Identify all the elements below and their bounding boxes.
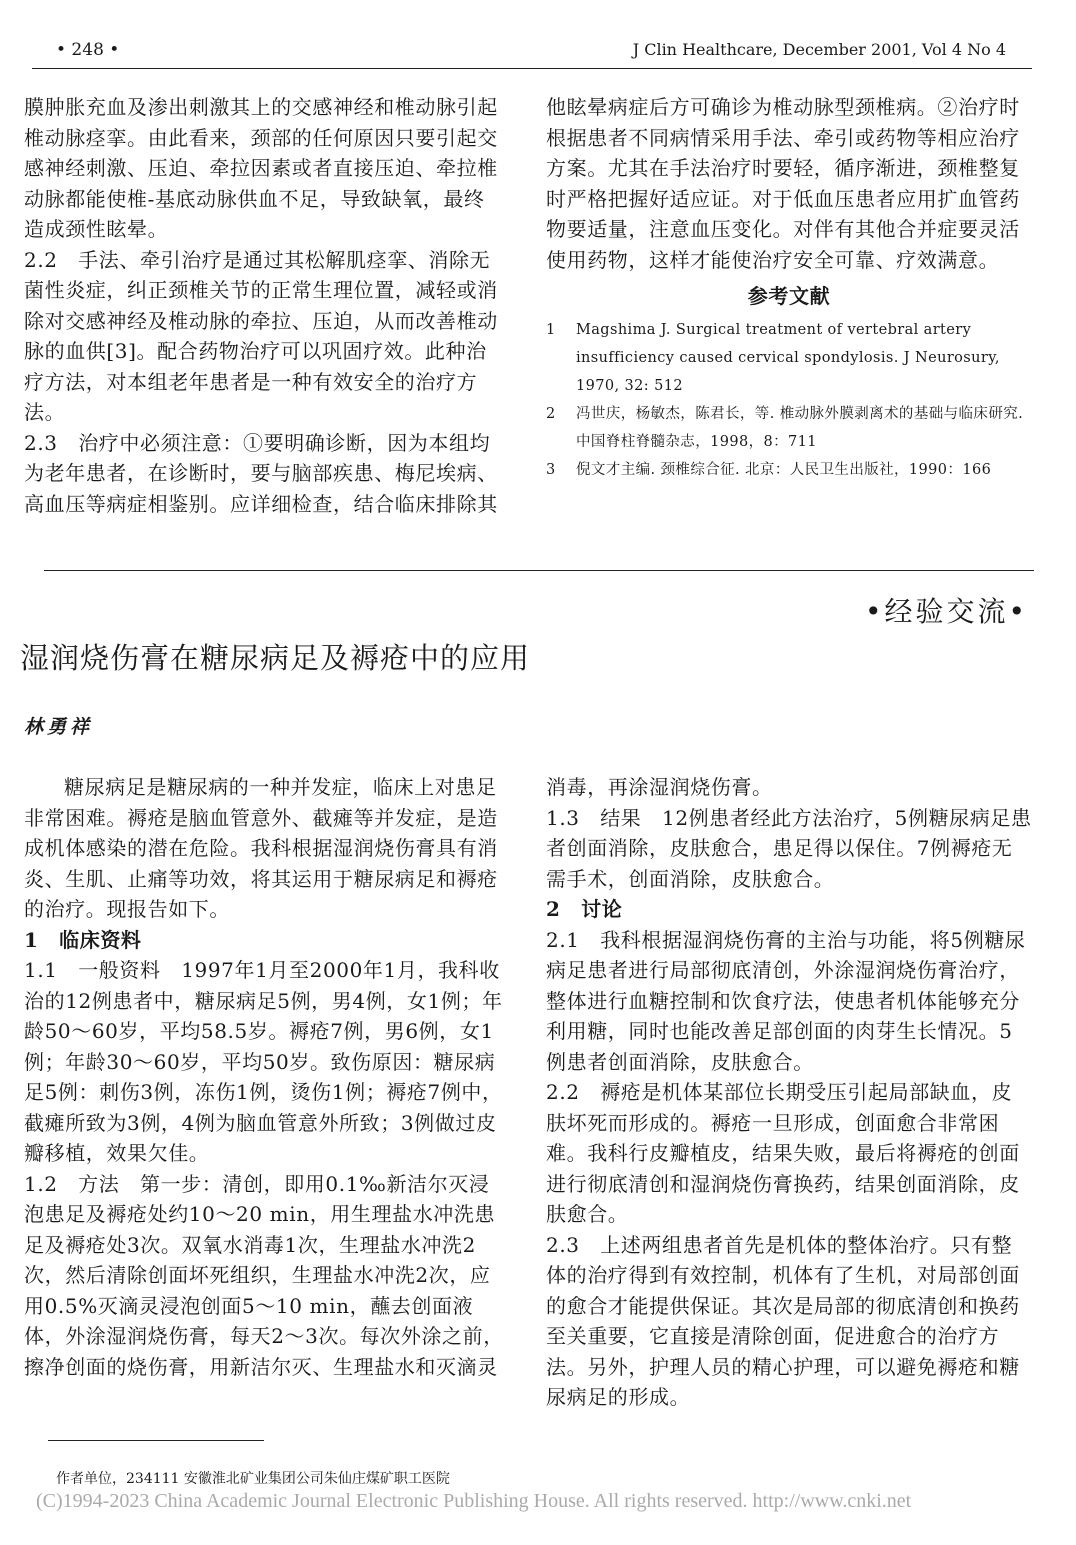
article-paragraph: 糖尿病足是糖尿病的一种并发症，临床上对患足非常困难。褥疮是脑血管意外、截瘫等并发症，是造成机体感染的潜在危险。我科根据湿润烧伤膏具有消炎、生肌、止痛等功效，将其运用于糖尿病足和褥疮的治疗。现报告如下。 [24, 775, 498, 921]
article-paragraph: 2.3 上述两组患者首先是机体的整体治疗。只有整体的治疗得到有效控制，机体有了生机，对局部创面的愈合才能提供保证。其次是局部的彻底清创和换药至关重要，它直接是清除创面，促进愈合的治疗方法。另外，护理人员的精心护理，可以避免褥疮和糖尿病足的形成。 [546, 1232, 1020, 1409]
reference-item [546, 456, 1032, 484]
article-left-column [24, 772, 504, 1382]
section-tag: •经验交流• [864, 595, 1028, 628]
reference-number: 2 [546, 405, 556, 422]
article-paragraph: 2.1 我科根据湿润烧伤膏的主治与功能，将5例糖尿病足患者进行局部彻底清创，外涂湿润烧伤膏治疗，整体进行血糖控制和饮食疗法，使患者机体能够充分利用糖，同时也能改善足部创面的肉芽生长情况。5例患者创面消除，皮肤愈合。 [546, 927, 1026, 1074]
references-heading: 参考文献 [747, 284, 831, 308]
reference-text: Magshima J. Surgical treatment of vertebral artery insufficiency caused cervical spondylosis. J Neurosury, 1970, 32: 512 [576, 321, 1000, 394]
prev-article-paragraph: 2.2 手法、牵引治疗是通过其松解肌痉挛、消除无菌性炎症，纠正颈椎关节的正常生理位置，减轻或消除对交感神经及椎动脉的牵拉、压迫，从而改善椎动脉的血供[3]。配合药物治疗可以巩固疗效。此种治疗方法，对本组老年患者是一种有效安全的治疗方法。 [24, 247, 498, 424]
article-paragraph: 1.2 方法 第一步：清创，即用0.1‰新洁尔灭浸泡患足及褥疮处约10～20 min，用生理盐水冲洗患足及褥疮处3次。双氧水消毒1次，生理盐水冲洗2次，然后清除创面坏死组织，生理盐水冲洗2次，应用0.5%灭滴灵浸泡创面5～10 min，蘸去创面液体，外涂湿润烧伤膏，每天2～3次。每次外涂之前，擦净创面的烧伤膏，用新洁尔灭、生理盐水和灭滴灵 [24, 1171, 504, 1379]
reference-number: 3 [546, 461, 556, 478]
article-paragraph: 1.1 一般资料 1997年1月至2000年1月，我科收治的12例患者中，糖尿病足5例，男4例，女1例；年龄50～60岁，平均58.5岁。褥疮7例，男6例，女1例；年龄30～60岁，平均50岁。致伤原因：糖尿病足5例：刺伤3例，冻伤1例，烫伤1例；褥疮7例中，截瘫所致为3例，4例为脑血管意外所致；3例做过皮瓣移植，效果欠佳。 [24, 958, 503, 1165]
prev-article-right-text: 他眩晕病症后方可确诊为椎动脉型颈椎病。②治疗时根据患者不同病情采用手法、牵引或药物等相应治疗方案。尤其在手法治疗时要轻，循序渐进，颈椎整复时严格把握好适应证。对于低血压患者应用扩血管药物要适量，注意血压变化。对伴有其他合并症要灵活使用药物，这样才能使治疗安全可靠、疗效满意。 [546, 95, 1020, 272]
article-right-column [546, 772, 1032, 1413]
header-rule [32, 68, 1032, 69]
article-paragraph: 1 临床资料 [24, 927, 142, 952]
author-affiliation: 作者单位，234111 安徽淮北矿业集团公司朱仙庄煤矿职工医院 [56, 1471, 450, 1487]
article-title: 湿润烧伤膏在糖尿病足及褥疮中的应用 [20, 641, 531, 675]
page-number: • 248 • [56, 40, 120, 60]
prev-article-left-column [24, 92, 504, 519]
reference-item [546, 316, 1032, 400]
article-paragraph: 消毒，再涂湿润烧伤膏。 [546, 775, 773, 799]
article-author: 林勇祥 [24, 716, 94, 738]
copyright-watermark: (C)1994-2023 China Academic Journal Electronic Publishing House. All rights reserved. http://www.cnki.net [36, 1490, 912, 1512]
reference-text: 倪文才主编. 颈椎综合征. 北京：人民卫生出版社，1990：166 [576, 461, 992, 478]
reference-number: 1 [546, 321, 556, 338]
prev-article-paragraph: 2.3 治疗中必须注意：①要明确诊断，因为本组均为老年患者，在诊断时，要与脑部疾患、梅尼埃病、高血压等病症相鉴别。应详细检查，结合临床排除其 [24, 430, 498, 516]
reference-item [546, 400, 1032, 456]
article-paragraph: 2 讨论 [546, 897, 623, 921]
footnote-rule [48, 1440, 264, 1441]
journal-citation: J Clin Healthcare, December 2001, Vol 4 No 4 [632, 40, 1006, 59]
article-separator-rule [44, 570, 1034, 571]
article-paragraph: 2.2 褥疮是机体某部位长期受压引起局部缺血，皮肤坏死而形成的。褥疮一旦形成，创面愈合非常困难。我科行皮瓣植皮，结果失败，最后将褥疮的创面进行彻底清创和湿润烧伤膏换药，结果创面消除，皮肤愈合。 [546, 1080, 1020, 1226]
reference-text: 冯世庆，杨敏杰，陈君长，等. 椎动脉外膜剥离术的基础与临床研究. 中国脊柱脊髓杂志，1998，8：711 [576, 405, 1024, 450]
article-paragraph: 1.3 结果 12例患者经此方法治疗，5例糖尿病足患者创面消除，皮肤愈合，患足得以保住。7例褥疮无需手术，创面消除，皮肤愈合。 [546, 805, 1032, 891]
reference-list [546, 316, 1032, 484]
prev-article-paragraph: 膜肿胀充血及渗出刺激其上的交感神经和椎动脉引起椎动脉痉挛。由此看来，颈部的任何原因只要引起交感神经刺激、压迫、牵拉因素或者直接压迫、牵拉椎动脉都能使椎-基底动脉供血不足，导致缺氧，最终造成颈性眩晕。 [24, 95, 498, 241]
prev-article-right-column [546, 92, 1032, 484]
